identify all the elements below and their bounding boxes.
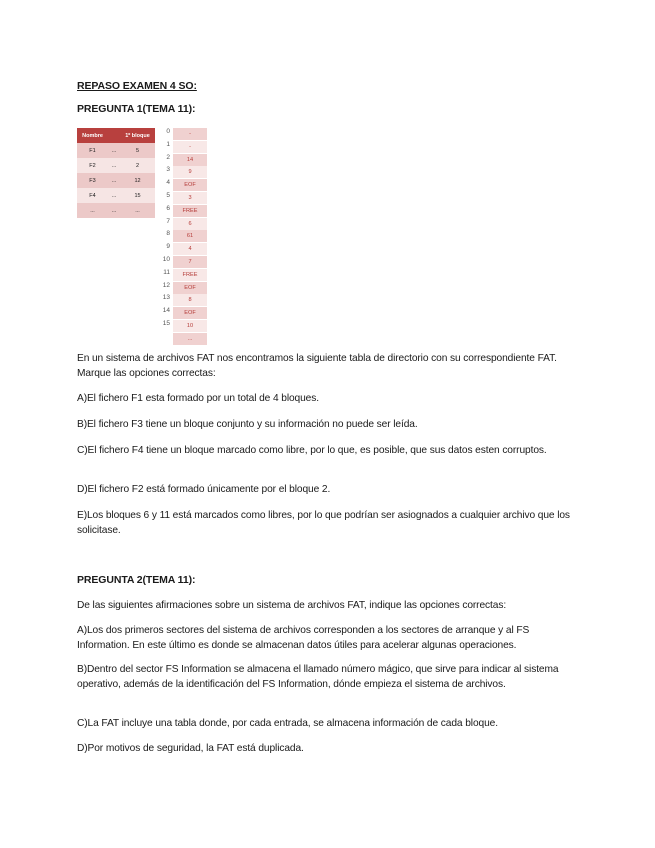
fat-entry: EOF [173,179,207,192]
fat-entry: 10 [173,320,207,333]
table-row [77,188,155,203]
question-1-option-a: A)El fichero F1 esta formado por un total de 4 bloques. [77,393,319,404]
fat-entry: FREE [173,205,207,218]
cell: ... [108,158,120,173]
fat-entry: 4 [173,243,207,256]
question-2-option-b: B)Dentro del sector FS Information se almacena el llamado número mágico, que sirve para indicar al sistema operativo, además de la identificación del FS Information, dónde empieza el sistema de archivos. [77,664,559,690]
table-row [77,203,155,218]
fat-index: 10 [162,256,170,263]
fat-entry: EOF [173,282,207,295]
question-1-heading: PREGUNTA 1(TEMA 11): [77,103,196,115]
fat-index: 9 [166,243,170,251]
cell: ... [120,203,155,218]
fat-entry: - [173,128,207,141]
cell: F2 [77,158,108,173]
fat-entry: 14 [173,154,207,167]
fat-index: 2 [166,153,170,161]
directory-table [77,128,155,218]
cell: ... [108,143,120,158]
table-row [77,158,155,173]
fat-index: 15 [162,320,170,327]
fat-index: 13 [162,294,170,302]
question-1-intro: En un sistema de archivos FAT nos encontramos la siguiente tabla de directorio con su correspondiente FAT. Marque las opciones correctas: [77,353,557,379]
fat-index: 4 [166,179,170,187]
fat-entry: - [173,141,207,154]
question-2-option-c: C)La FAT incluye una tabla donde, por cada entrada, se almacena información de cada bloque. [77,718,498,729]
fat-entry: 61 [173,230,207,243]
document-title: REPASO EXAMEN 4 SO: [77,80,197,92]
fat-index: 12 [162,281,170,289]
cell: ... [108,173,120,188]
directory-header-blank [108,128,120,143]
cell: 15 [120,188,155,203]
question-1-option-b: B)El fichero F3 tiene un bloque conjunto y su información no puede ser leída. [77,419,418,430]
fat-entry: EOF [173,307,207,320]
fat-entry: 8 [173,294,207,307]
cell: 2 [120,158,155,173]
fat-index: 1 [166,140,170,148]
fat-index: 8 [166,230,170,238]
question-2-heading: PREGUNTA 2(TEMA 11): [77,574,196,586]
cell: 5 [120,143,155,158]
question-1-option-d: D)El fichero F2 está formado únicamente por el bloque 2. [77,484,331,495]
fat-entry: FREE [173,269,207,282]
fat-entry: 3 [173,192,207,205]
fat-entry: 6 [173,218,207,231]
fat-entry: 7 [173,256,207,269]
directory-header-name: Nombre [77,128,108,143]
question-2-option-d: D)Por motivos de seguridad, la FAT está duplicada. [77,743,304,754]
fat-index: 5 [166,192,170,199]
fat-index: 0 [166,128,170,135]
cell: F1 [77,143,108,158]
fat-index: 11 [163,268,170,276]
question-1-option-e: E)Los bloques 6 y 11 está marcados como libres, por lo que podrían ser asiognados a cualquier archivo que los solicitase. [77,510,570,536]
cell: F3 [77,173,108,188]
directory-header-first-block: 1º bloque [120,128,155,143]
cell: ... [108,188,120,203]
table-row [77,173,155,188]
fat-entry: 9 [173,166,207,179]
cell: 12 [120,173,155,188]
question-2-option-a: A)Los dos primeros sectores del sistema de archivos corresponden a los sectores de arranque y al FS Information. En este último es donde se almacenan datos útiles para acelerar algunas operaciones. [77,625,530,651]
question-2-intro: De las siguientes afirmaciones sobre un sistema de archivos FAT, indique las opciones correctas: [77,600,507,611]
directory-header-row [77,128,155,143]
fat-index: 14 [162,307,170,315]
cell: F4 [77,188,108,203]
fat-index: 7 [166,217,170,225]
fat-entry: ... [173,333,207,346]
cell: ... [77,203,108,218]
question-1-option-c: C)El fichero F4 tiene un bloque marcado como libre, por lo que, es posible, que sus datos esten corruptos. [77,445,547,456]
cell: ... [108,203,120,218]
fat-index: 6 [166,204,170,212]
fat-index: 3 [166,166,170,174]
table-row [77,143,155,158]
